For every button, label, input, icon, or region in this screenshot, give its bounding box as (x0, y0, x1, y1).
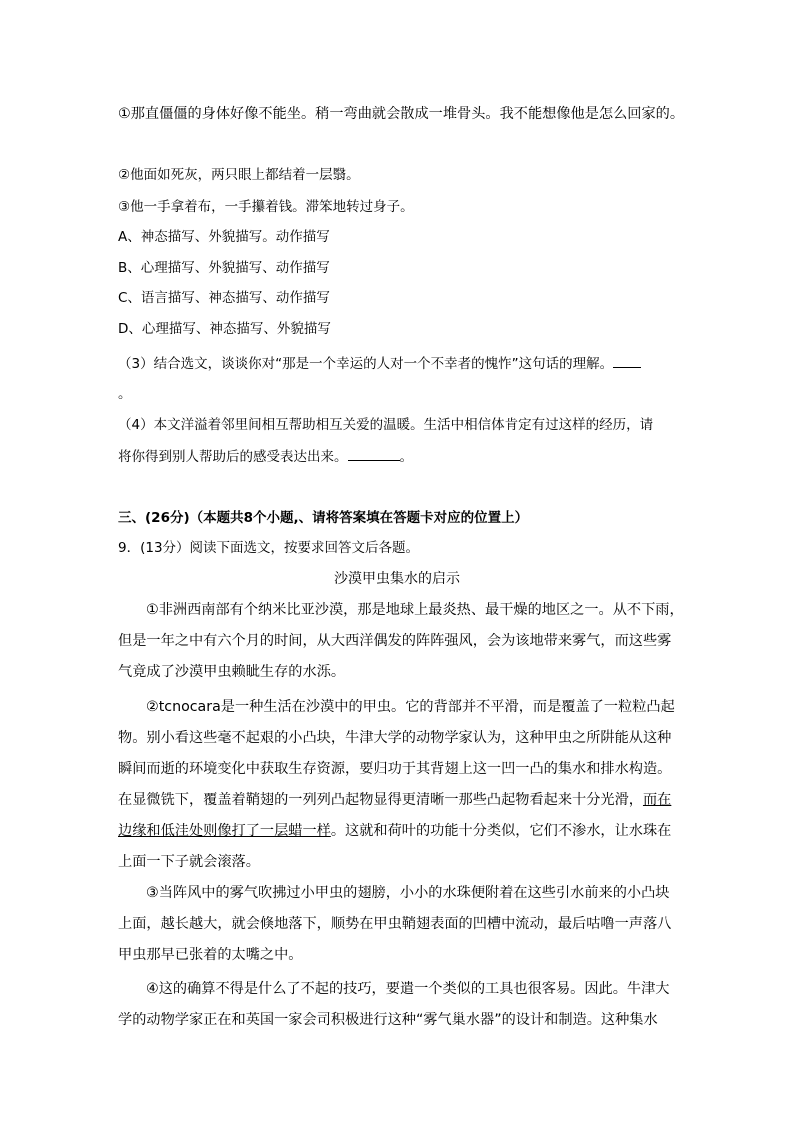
paragraph-line (118, 790, 671, 810)
answer-blank-4[interactable] (348, 446, 400, 461)
example-sentence-3: ③他一手拿着布，一手攥着钱。滞笨地转过身子。 (118, 199, 414, 215)
paragraph-text: 在显微铣下，覆盖着鞘翅的一列列凸起物显得更清晰一那些凸起物看起来十分光滑， (118, 792, 643, 808)
paragraph-line: ③当阵风中的雾气吹拂过小甲虫的翅膀，小小的水珠便附着在这些引水前来的小凸块 (146, 885, 670, 901)
question-3-end: 。 (118, 386, 132, 402)
paragraph-line: 气竟成了沙漠甲虫赖眦生存的水泺。 (118, 664, 346, 680)
question-3-text: （3）结合选文，谈谈你对“那是一个幸运的人对一个不幸者的愧怍”这句话的理解。 (118, 356, 614, 372)
question-4-end: 。 (399, 449, 413, 465)
paragraph-line: 学的动物学家正在和英国一家会司积极进行这种“雾气巢水器”的设计和制造。这种集水 (118, 1012, 658, 1028)
example-sentence-1: ①那直僵僵的身体好像不能坐。稍一弯曲就会散成一堆骨头。我不能想像他是怎么回家的。 (118, 106, 685, 122)
section-heading: 三、(26分)（本题共8个小题,、请将答案填在答题卡对应的位置上） (118, 510, 529, 526)
paragraph-line: 上面，越长越大，就会倏地落下，顺势在甲虫鞘翅表面的凹槽中流动，最后咕噜一声落八 (118, 916, 672, 932)
option-c: C、语言描写、神态描写、动作描写 (118, 290, 330, 306)
option-a: A、神态描写、外貌描写。动作描写 (118, 229, 330, 245)
underlined-text: 而在 (642, 792, 672, 808)
paragraph-line: 上面一下子就会滚落。 (118, 854, 260, 870)
question-9-intro: 9．(13分）阅读下面选文，按要求回答文后各题。 (118, 540, 420, 556)
paragraph-line: 但是一年之中有六个月的时间，从大西洋偶发的阵阵强风，会为该地带来雾气，而这些雾 (118, 633, 672, 649)
paragraph-line: ①非洲西南部有个纳米比亚沙漠，那是地球上最炎热、最干燥的地区之一。从不下雨， (146, 602, 684, 618)
question-3 (118, 353, 641, 374)
example-sentence-2: ②他面如死灰，两只眼上都结着一层翳。 (118, 167, 360, 183)
question-4-line-1: （4）本文洋溢着邻里间相互帮助相互关爱的温暖。生活中相信体肯定有过这样的经历，请 (118, 417, 654, 433)
option-d: D、心理描写、神态描写、外貌描写 (118, 321, 331, 337)
paragraph-text: 。这就和荷叶的功能十分类似，它们不渗水，让水珠在 (330, 823, 672, 839)
paragraph-line: 物。别小看这些毫不起艰的小凸块，牛津大学的动物学家认为，这种甲虫之所阱能从这种 (118, 730, 672, 746)
paragraph-line (118, 821, 671, 841)
paragraph-line: 瞬间而逝的环境变化中获取生存资源，要归功于其背翅上这一凹一凸的集水和排水构造。 (118, 761, 672, 777)
paragraph-line: ④这的确算不得是什么了不起的技巧，要遣一个类似的工具也很客易。因此。牛津大 (146, 981, 670, 997)
passage-title: 沙漠甲虫集水的启示 (334, 571, 460, 587)
paragraph-line: 甲虫那早已张着的太嘴之中。 (118, 947, 303, 963)
option-b: B、心理描写、外貌描写、动作描写 (118, 260, 330, 276)
underlined-text: 边缘和低洼处则像打了一层蜡一样 (118, 823, 331, 839)
paragraph-line: ②tcnocara是一种生活在沙漠中的甲虫。它的背部并不平滑，而是覆盖了一粒粒凸起 (146, 699, 675, 715)
question-4-text: 将你得到别人帮助后的感受表达出来。 (118, 449, 348, 465)
question-4-line-2 (118, 446, 413, 467)
answer-blank-3[interactable] (613, 353, 641, 368)
